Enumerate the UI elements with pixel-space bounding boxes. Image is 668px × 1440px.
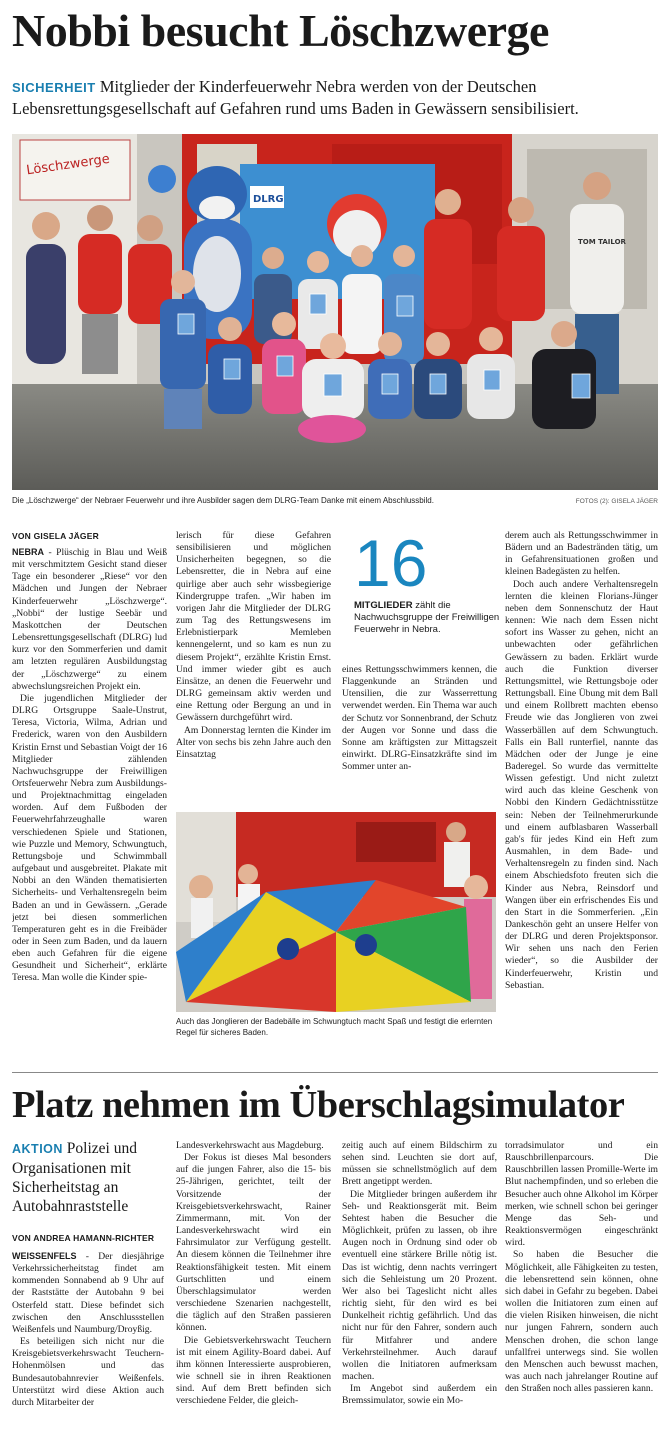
article1-dateline: NEBRA [12,547,45,557]
article2-byline: VON ANDREA HAMANN-RICHTER [12,1233,155,1243]
article1-col2-paragraph-1: lerisch für diese Gefahren sensibilisieren und möglichen Unsicherheiten begegnen, so die Lebensretter, die in Nebra auf eine quirlige aber auch sehr wissbegierige Kindergruppe trafen. „Wir haben im vorigen Jahr die Mitglieder der DLRG zum Tag des Rettungswesens im Erlebnistierpark Memleben kennengelernt, und so kam es nun zu diesem Projekt“, erzählte Kristin Ernst. Und immer wieder gibt es auch Einsätze, an denen die Feuerwehr und DLRG gemeinsam aktiv werden und eine Rettung oder Bergung an und in Gewässern durchgeführt wird. [176,530,331,724]
banner-logo-text: DLRG [253,194,284,205]
article2-kicker: AKTION [12,1142,63,1156]
article1-col1-paragraph-1: - Plüschig in Blau und Weiß mit verschmitztem Gesicht stand dieser Tage ein besonderer „Riese“ vor den Mädchen und Jungen der Nebraer Kinderfeuerwehr „Löschzwerge“. „Nobbi“ der lustige Seebär und Maskottchen der Deutschen Lebensrettungsgesellschaft (DLRG) lud kurz vor den Sommerferien und damit am letzten regulären Ausbildungstag der „Löschzwerge“ zu einem abwechslungsreichen Projekt ein. [12,547,167,692]
parachute-photo-caption: Auch das Jonglieren der Badebälle im Schwungtuch macht Spaß und festigt die erlernten Regel für sicheres Baden. [176,1017,493,1037]
fact-text: zählt die Nachwuchsgruppe der Freiwilligen Feuerwehr in Nebra. [354,600,500,635]
article2-col1-paragraph-2: Es beteiligen sich nicht nur die Kreisgebietsverkehrswacht Teuchern-Hohenmölsen und das Bundesautobahnrevier Weißenfels. Unterstützt wird diese Aktion auch durch Mitarbeiter der [12,1336,164,1408]
group-photo-image [12,134,658,490]
article1-col2-paragraph-2: Am Donnerstag lernten die Kinder im Alter von sechs bis zehn Jahre auch den Einsatztag [176,724,331,760]
article2-col4-paragraph-2: So haben die Besucher die Möglichkeit, alle Fähigkeiten zu testen, die lebensrettend sein können, ohne sich dabei in Gefahr zu begeben. Dabei wollen die Initiatoren zum einen auf die vielen Risiken hinweisen, die nicht nur jungen Fahrern, sondern auch Menschen drohen, die schon lange unfallfrei unterwegs sind. Sie wollen den Menschen auch bewusst machen, was auch nach jahrelanger Routine auf den Straßen noch alles passieren kann. [505,1249,658,1395]
article2-col3-paragraph-2: Die Mitglieder bringen außerdem ihr Seh- und Reaktionsgerät mit. Beim Sehtest haben die Besucher die Möglichkeit, prüfen zu lassen, ob ihre Augen noch in Ordnung sind oder ob eventuell eine stärkere Brille nötig ist. Das ist wichtig, denn nachts verringert sich die Sehleistung um 20 Prozent. Wer also bei Tageslicht nicht alles richtig sieht, für den wird es bei Dunkelheit richtig gefährlich. Und das nicht nur für den Fahrer, sondern auch für Mitfahrer und andere Verkehrsteilnehmer. Auch darauf wollen die Initiatoren aufmerksam machen. [342,1188,497,1382]
article2-col3-paragraph-3: Im Angebot sind außerdem ein Bremssimulator, sowie ein Mo- [342,1383,497,1407]
article2-column-3 [342,1140,497,1436]
parachute-photo-image [176,812,496,1012]
article1-col4-paragraph-1: derem auch als Rettungsschwimmer in Bädern und an Badestränden tätig, um in Gefahrensituationen großen und kleinen Badegästen zu helfen. [505,530,658,578]
article2-col4-paragraph-1: torradsimulator und ein Rauschbrillenparcours. Die Rauschbrillen lassen Promille-Werte im Blut nachempfinden, und so erleben die Besucher auch ohne Alkohol im Körper merken, wie schnell schon bei geringer Menge das Seh- und Reaktionsvermögen eingeschränkt wird. [505,1140,658,1249]
fact-box [354,526,504,660]
article2-col2-paragraph-1: Landesverkehrswacht aus Magdeburg. [176,1140,324,1151]
article2-headline: Platz nehmen im Überschlagsimulator [12,1084,625,1126]
fact-label: MITGLIEDER [354,600,413,611]
article2-column-1 [12,1232,164,1436]
poster-text: Löschzwerge [25,151,111,179]
article1-byline: VON GISELA JÄGER [12,531,99,541]
article-separator [12,1072,658,1073]
photo-credit: FOTOS (2): GISELA JÄGER [575,498,658,505]
article2-col2-paragraph-2: Der Fokus ist dieses Mal besonders auf die jungen Fahrer, also die 15- bis 25-Jährigen, gerichtet, teilt der Vorsitzende der Kreisgebietsverkehrswacht, Rainer Zimmermann, mit. Von der Landesverkehrswacht wird ein Fahrsimulator zur Verfügung gestellt. An diesem können die Teilnehmer ihre Reaktionsfähigkeit testen. Mit einem Gurtschlitten und einem Überschlagsimulator werden verschiedene Szenarien nachgestellt, die täglich auf den Straßen passieren können. [176,1152,331,1334]
article2-column-4 [505,1140,658,1436]
article2-lead [12,1139,164,1216]
article1-col4-paragraph-2: Doch auch andere Verhaltensregeln lernten die kleinen Florians-Jünger neben dem Sonnenschutz der Haut kennen: Wie nach dem Essen nicht sofort ins Wasser zu gehen, nicht an unbewachten oder gefährlichen Gewässern zu baden. Erklärt wurde auch die Funktion diverser Rettungsmittel, wie Rettungsboje oder Rettungsball. Eine Übung mit dem Ball und einem Rollbrett machten ebenso Freude wie das Jonglieren von zwei Wasserbällen auf dem Schwungtuch. Falls ein Ball runterfiel, nannte das Mädchen oder der Junge je eine Baderegel. So wurde das vermittelte Wissen gefestigt. Und nicht zuletzt wird auch das kleine Geschenk von Nobbi den Kindern Gedächtnisstütze sein: Neben der Teilnehmerurkunde und einem aufblasbaren Wasserball gab's für jedes Kind ein Heft zum Ausmahlen, in dem Bade- und Verhaltensregeln zu finden sind. Nach einem Abschiedsfoto freuten sich die Kinder aus Nebra, Reinsdorf und Wangen über ein erfrischendes Eis und den Start in die Sommerferien. „Ein Dankeschön geht an unsere Helfer von der DLRG und deren Projektsponsor. Wir sehen uns nach den Ferien wieder“, so die Ausbilder der Kinderfeuerwehr, Kristin und Sebastian. [505,578,658,991]
article1-lead [12,76,658,119]
article2-dateline: WEISSENFELS [12,1251,77,1261]
article2-col3-paragraph-1: zeitig auch auf einem Bildschirm zu sehen sind. Leuchten sie dort auf, müssen sie schnellstmöglich auf dem Brett angetippt werden. [342,1140,497,1188]
article1-column-4 [505,530,658,1064]
article1-column-3 [342,664,497,806]
fact-number: 16 [354,526,428,600]
parachute-photo [176,812,496,1012]
article1-headline: Nobbi besucht Löschzwerge [12,5,549,56]
photo-caption: Die „Löschzwerge“ der Nebraer Feuerwehr und ihre Ausbilder sagen dem DLRG-Team Danke mit einem Abschlussbild. [12,496,434,505]
article1-column-1 [12,530,167,1064]
article1-kicker: SICHERHEIT [12,80,96,95]
group-photo [12,134,658,490]
article2-col2-paragraph-3: Die Gebietsverkehrswacht Teuchern ist mit einem Agility-Board dabei. Auf ihm können Interessierte ausprobieren, wie schnell sie in ihren Reaktionen sind. Auf dem Brett befinden sich verschiedene Felder, die gleich- [176,1334,331,1407]
article1-lead-text: Mitglieder der Kinderfeuerwehr Nebra werden von der Deutschen Lebensrettungsgesellschaft auf Gefahren rund ums Baden in Gewässern sensibilisiert. [12,77,579,118]
article1-column-2 [176,530,331,806]
article2-col1-paragraph-1: - Der diesjährige Verkehrssicherheitstag findet am kommenden Sonnabend ab 9 Uhr auf der Raststätte der Autobahn 9 bei Osterfeld statt. Diese befindet sich zwischen den Anschlussstellen Weißenfels und Naumburg/Droyßig. [12,1251,164,1335]
shirt-text: TOM TAILOR [578,238,626,246]
article2-column-2 [176,1140,331,1436]
fact-text-block [354,600,504,636]
article2-lead-text: Polizei und Organisationen mit Sicherheitstag an Autobahnraststelle [12,1140,137,1215]
article1-col1-paragraph-2: Die jugendlichen Mitglieder der DLRG Ortsgruppe Saale-Unstrut, Teresa, Victoria, Wilma, Adrian und Frederick, waren von den Ausbildern Kristin Ernst und Sebastian Voigt der 16 Mitglieder zählenden Nachwuchsgruppe der Freiwilligen Ortsfeuerwehr Nebra zum Ausbildungs- und Projektnachmittag eingeladen worden. Auf dem Fußboden der Feuerwehrfahrzeughalle waren verschiedenen Spiele und Stationen, wie Puzzle und Memory, Schwungtuch, Rettungsboje und Schwimmball aufgebaut und ausgebreitet. Plakate mit Nobbi an den Wänden thematisierten Sicherheits- und Verhaltensregeln beim Baden an und in Gewässern. „Gerade jetzt bei diesen sommerlichen Temperaturen geht es in die Freibäder oder in Seen zum Baden, und da lauern eben auch Gefahren für die eigene Gesundheit und Sicherheit“, erklärte Teresa. Man wolle die Kinder spie- [12,692,167,984]
article1-col3-paragraph-1: eines Rettungsschwimmers kennen, die Flaggenkunde an Stränden und Utensilien, die zur Wasserrettung verwendet werden. Ein Thema war auch der Schutz vor Sonnenbrand, der Schutz der Augen vor Sonne und dass die Sonne am kräftigsten zur Mittagszeit einwirkt. DLRG-Einsatzkräfte sind im Sommer unter an- [342,664,497,773]
